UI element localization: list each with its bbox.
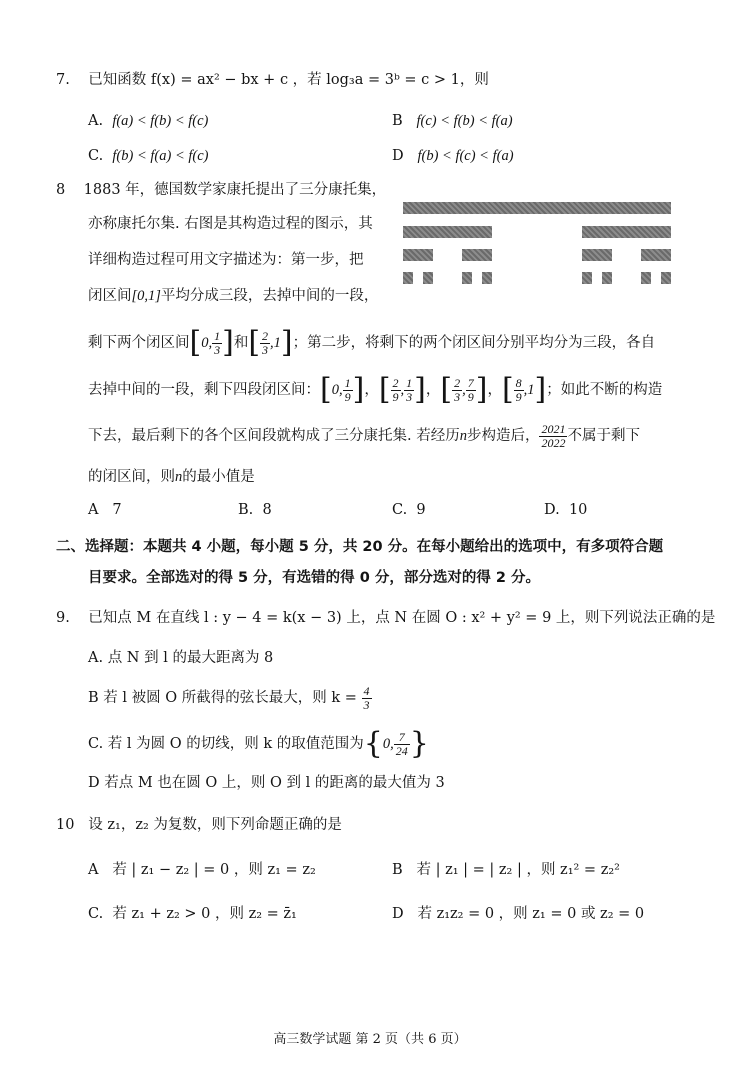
q8-option-d: D. 10 [544,502,588,518]
section-2-header-line-2: 目要求。全部选对的得 5 分，有选错的得 0 分，部分选对的得 2 分。 [88,570,541,586]
cantor-level-0 [403,202,671,214]
cantor-level-3 [602,272,612,284]
q10-option-a: A 若 | z₁ − z₂ | = 0 ，则 z₁ = z₂ [88,862,316,878]
q9-option-a: A. 点 N 到 l 的最大距离为 8 [88,650,274,666]
q9-option-b: B 若 l 被圆 O 所截得的弦长最大，则 k = $\frac{4}{3}$ [88,683,370,712]
q8-line-8: 的闭区间，则n的最小值是 [88,469,255,485]
cantor-level-3 [582,272,592,284]
q10-option-c: C. 若 z₁ + z₂ > 0 ，则 z₂ = z̄₁ [88,906,297,922]
q7-stem-text: 已知函数 f(x) = ax² − bx + c ，若 log₃a = 3ᵇ = c > 1，则 [88,72,489,88]
q8-number: 8 [56,182,66,198]
q8-line-1: 8 1883 年，德国数学家康托提出了三分康托集， [56,182,387,198]
q8-line-3: 详细构造过程可用文字描述为：第一步，把 [88,252,364,268]
q9-option-c: C. 若 l 为圆 O 的切线，则 k 的取值范围为{0, $\frac{7}{24}$ } [88,726,429,761]
q9-number: 9. [56,610,70,626]
q10-number: 10 [56,817,75,833]
fraction-2021-2022: $\frac{2021}{2022}$ [541,421,566,450]
q7-option-b: B f(c) < f(b) < f(a) [392,113,513,129]
q8-option-b: B. 8 [238,502,272,518]
cantor-level-3 [482,272,492,284]
cantor-level-3 [641,272,651,284]
q8-line-7: 下去，最后剩下的各个区间段就构成了三分康托集. 若经历n步构造后， $\frac{2021}{2022}$ 不属于剩下 [88,421,640,450]
section-2-header-line-1: 二、选择题：本题共 4 小题，每小题 5 分，共 20 分。在每小题给出的选项中，有多项符合题 [56,539,664,555]
cantor-set-figure [403,198,671,288]
q7-option-c: C. f(b) < f(a) < f(c) [88,148,209,164]
q9-stem: 9. 已知点 M 在直线 l : y − 4 = k(x − 3) 上，点 N 在圆 O : x² + y² = 9 上，则下列说法正确的是 [56,610,716,626]
cantor-level-3 [423,272,433,284]
cantor-level-2 [403,249,433,261]
cantor-level-1-left [403,226,492,238]
q10-option-d: D 若 z₁z₂ = 0 ，则 z₁ = 0 或 z₂ = 0 [392,906,645,922]
q7-option-d: D f(b) < f(c) < f(a) [392,148,514,164]
q7-option-a: A. f(a) < f(b) < f(c) [88,113,209,129]
q8-option-a: A 7 [88,502,122,518]
cantor-level-1-right [582,226,671,238]
q9-option-d: D 若点 M 也在圆 O 上，则 O 到 l 的距离的最大值为 3 [88,775,445,791]
q8-line-5: 剩下两个闭区间[0, $\frac{1}{3}$ ]和[ $\frac{2}{3}$ ,1]；第二步，将剩下的两个闭区间分别平均分为三段，各自 [88,325,656,360]
page-footer: 高三数学试题 第 2 页（共 6 页） [273,1032,467,1047]
cantor-level-3 [462,272,472,284]
q8-line-6: 去掉中间的一段，剩下四段闭区间：[0, $\frac{1}{9}$ ]，[ $\frac{2}{9}$ , $\frac{1}{3}$ ]，[ $\frac{2}{3}$ , $\frac{7}{9}$ ]，[ $\frac{8}{9}$ ,1]；如此不断的构造 [88,372,663,407]
q8-line-2: 亦称康托尔集. 右图是其构造过程的图示，其 [88,216,373,232]
q7-number: 7. [56,72,70,88]
q7-stem [56,70,489,90]
q8-option-c: C. 9 [392,502,426,518]
cantor-level-3 [403,272,413,284]
cantor-level-3 [661,272,671,284]
cantor-level-2 [462,249,492,261]
q8-line-4: 闭区间[0,1]平均分成三段，去掉中间的一段， [88,288,379,304]
cantor-level-2 [641,249,671,261]
cantor-level-2 [582,249,612,261]
q10-stem: 10 设 z₁，z₂ 为复数，则下列命题正确的是 [56,817,342,833]
q10-option-b: B 若 | z₁ | = | z₂ | ，则 z₁² = z₂² [392,862,620,878]
